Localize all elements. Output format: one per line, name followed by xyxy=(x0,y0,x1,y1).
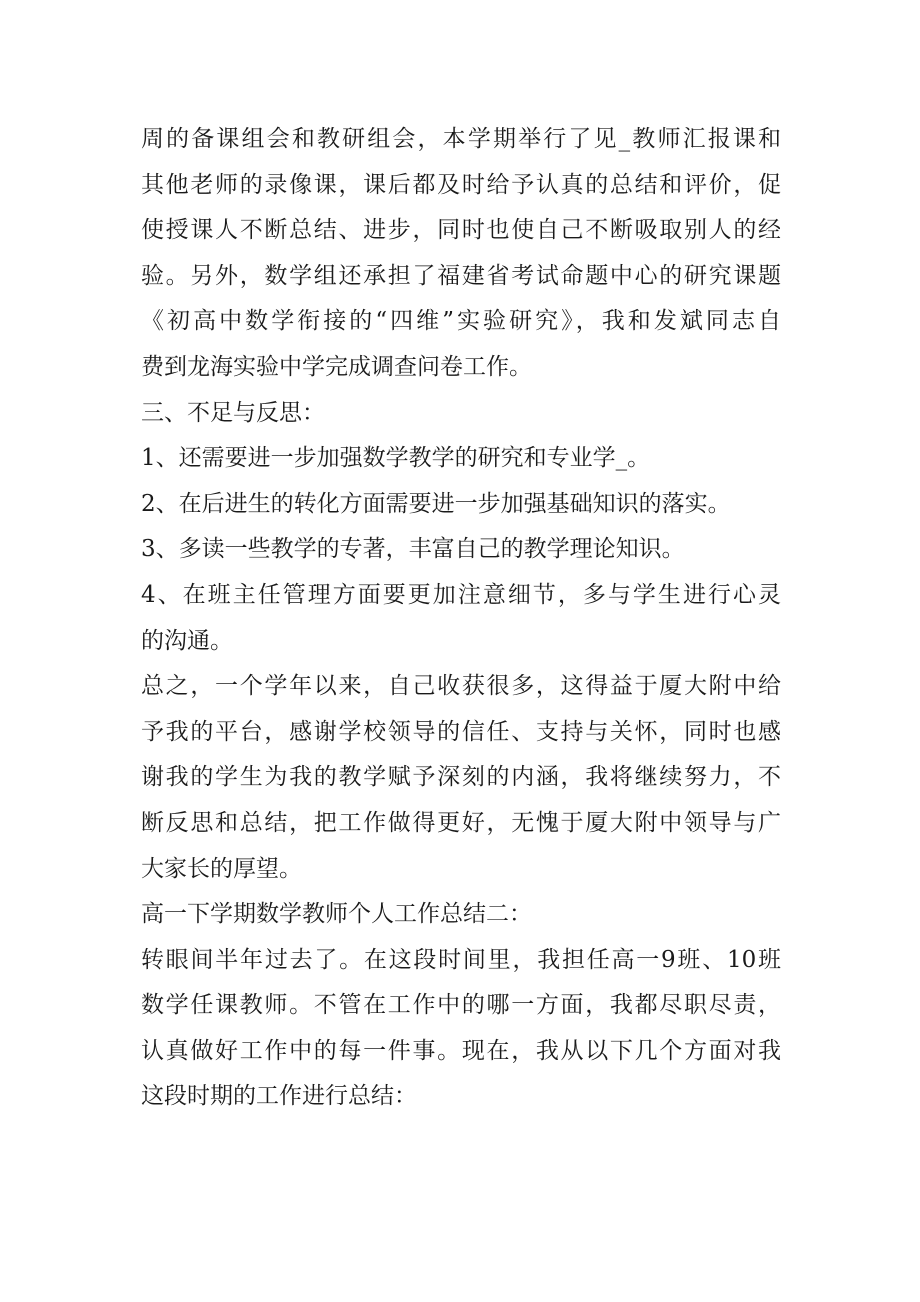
list-item-3 xyxy=(141,527,781,573)
list-item-2 xyxy=(141,482,781,528)
text-line: 周的备课组会和教研组会，本学期举行了见_教师汇报课和 xyxy=(141,126,781,152)
text-line: 其他老师的录像课，课后都及时给予认真的总结和评价，促 xyxy=(141,171,781,198)
text-line: 转眼间半年过去了。在这段时间里，我担任高一9班、10班 xyxy=(141,946,781,973)
list-item-text: 3、多读一些教学的专著，丰富自己的教学理论知识。 xyxy=(141,536,685,563)
text-line: 谢我的学生为我的教学赋予深刻的内涵，我将继续努力，不 xyxy=(141,764,781,791)
list-item-text: 的沟通。 xyxy=(141,627,233,654)
text-line: 断反思和总结，把工作做得更好，无愧于厦大附中领导与广 xyxy=(141,809,781,836)
text-line: 数学任课教师。不管在工作中的哪一方面，我都尽职尽责， xyxy=(141,992,781,1019)
text-line: 予我的平台，感谢学校领导的信任、支持与关怀，同时也感 xyxy=(141,718,781,745)
text-line: 大家长的厚望。 xyxy=(141,855,302,882)
text-line: 验。另外，数学组还承担了福建省考试命题中心的研究课题 xyxy=(141,262,781,289)
title-text: 高一下学期数学教师个人工作总结二： xyxy=(141,901,532,928)
text-line: 认真做好工作中的每一件事。现在，我从以下几个方面对我 xyxy=(141,1037,781,1064)
text-line: 《初高中数学衔接的“四维”实验研究》，我和发斌同志自 xyxy=(141,308,781,335)
heading-text: 三、不足与反思： xyxy=(141,399,325,426)
paragraph-conclusion xyxy=(141,664,781,892)
list-item-1 xyxy=(141,436,781,482)
text-line: 使授课人不断总结、进步，同时也使自己不断吸取别人的经 xyxy=(141,217,781,244)
text-line: 总之，一个学年以来，自己收获很多，这得益于厦大附中给 xyxy=(141,673,781,700)
list-item-text: 1、还需要进一步加强数学教学的研究和专业学_。 xyxy=(141,445,651,472)
list-item-text: 4、在班主任管理方面要更加注意细节，多与学生进行心灵 xyxy=(141,581,781,608)
list-item-4 xyxy=(141,573,781,664)
list-item-text: 2、在后进生的转化方面需要进一步加强基础知识的落实。 xyxy=(141,490,731,517)
text-line: 费到龙海实验中学完成调查问卷工作。 xyxy=(141,353,532,380)
text-line: 这段时期的工作进行总结： xyxy=(141,1083,417,1110)
second-summary-title xyxy=(141,892,781,938)
paragraph-second-intro xyxy=(141,938,781,1120)
section-heading xyxy=(141,391,781,437)
document-body xyxy=(141,117,781,1120)
paragraph-intro-continuation xyxy=(141,117,781,391)
